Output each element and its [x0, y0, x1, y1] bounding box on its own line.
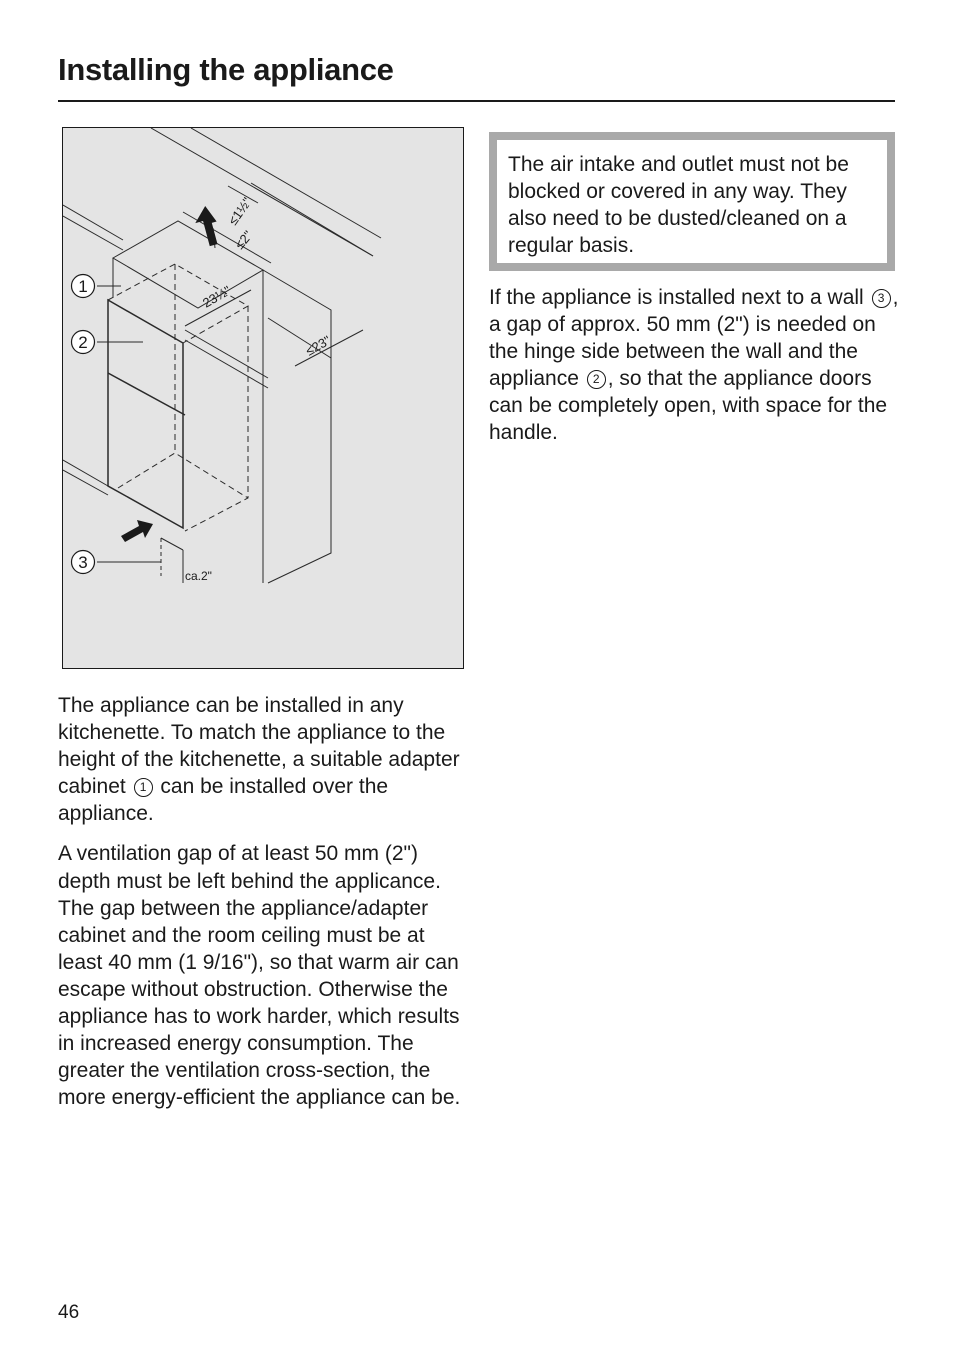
left-column — [58, 692, 468, 1111]
side-cabinet — [263, 270, 331, 583]
ceiling-line — [191, 128, 381, 238]
ceiling-line — [151, 128, 373, 256]
callout-1 — [72, 275, 95, 298]
text-span: can be installed over the appliance. — [58, 775, 389, 826]
right-column — [489, 284, 899, 447]
marker-2: 2 — [587, 370, 606, 389]
svg-text:1: 1 — [78, 277, 88, 296]
svg-text:2: 2 — [78, 333, 88, 352]
text-span: The appliance can be installed in any kitchenette. To match the appliance to the height of the kitchenette, a suitable adapter cabinet — [58, 694, 460, 799]
callout-2 — [72, 331, 95, 354]
callout-3 — [72, 551, 95, 574]
side-gap-label: ca.2" — [185, 569, 212, 583]
svg-text:3: 3 — [78, 553, 88, 572]
page-title: Installing the appliance — [58, 52, 394, 87]
top-gap-label: ≤1½" — [225, 194, 255, 228]
marker-1: 1 — [134, 778, 153, 797]
kitchenette-paragraph — [58, 692, 468, 827]
appliance-front — [108, 300, 183, 528]
cabinet-depth-label: ≤23" — [303, 332, 334, 359]
wall-line — [63, 216, 123, 250]
text-span: , a gap of approx. 50 mm (2") is needed on the hinge side between the wall and the appliance — [489, 286, 899, 391]
wall-installation-paragraph — [489, 284, 899, 447]
warning-text: The air intake and outlet must not be blocked or covered in any way. They also need to be dusted/cleaned on a regular basis. — [508, 153, 849, 258]
counter-line — [185, 340, 268, 388]
marker-3: 3 — [872, 289, 891, 308]
air-outlet-arrow — [192, 204, 223, 248]
ventilation-paragraph: A ventilation gap of at least 50 mm (2") depth must be left behind the applicance. The gap between the appliance/adapter cabinet and the room ceiling must be at least 40 mm (1 9/16"), so that warm air can escape without obstruction. Otherwise the appliance has to work harder, which results in increased energy consumption. The greater the ventilation cross-section, the more energy-efficient the appliance can be. — [58, 842, 461, 1110]
counter-line — [185, 330, 268, 378]
text-span: , so that the appliance doors can be completely open, with space for the handle. — [489, 367, 888, 445]
installation-diagram — [62, 127, 464, 669]
text-span: If the appliance is installed next to a wall — [489, 286, 864, 309]
appliance-back — [185, 306, 248, 531]
warning-box — [489, 132, 895, 271]
title-rule — [58, 100, 895, 102]
wall-line — [63, 205, 123, 240]
page-number: 46 — [58, 1302, 80, 1323]
ceiling-line — [251, 183, 373, 256]
appliance-door-split — [108, 373, 185, 415]
depth-label: 23½" — [200, 282, 234, 311]
dimension-line — [161, 538, 183, 550]
air-intake-arrow — [121, 520, 153, 542]
installation-drawing — [63, 128, 463, 668]
rear-gap-label: ≤2" — [231, 227, 256, 252]
